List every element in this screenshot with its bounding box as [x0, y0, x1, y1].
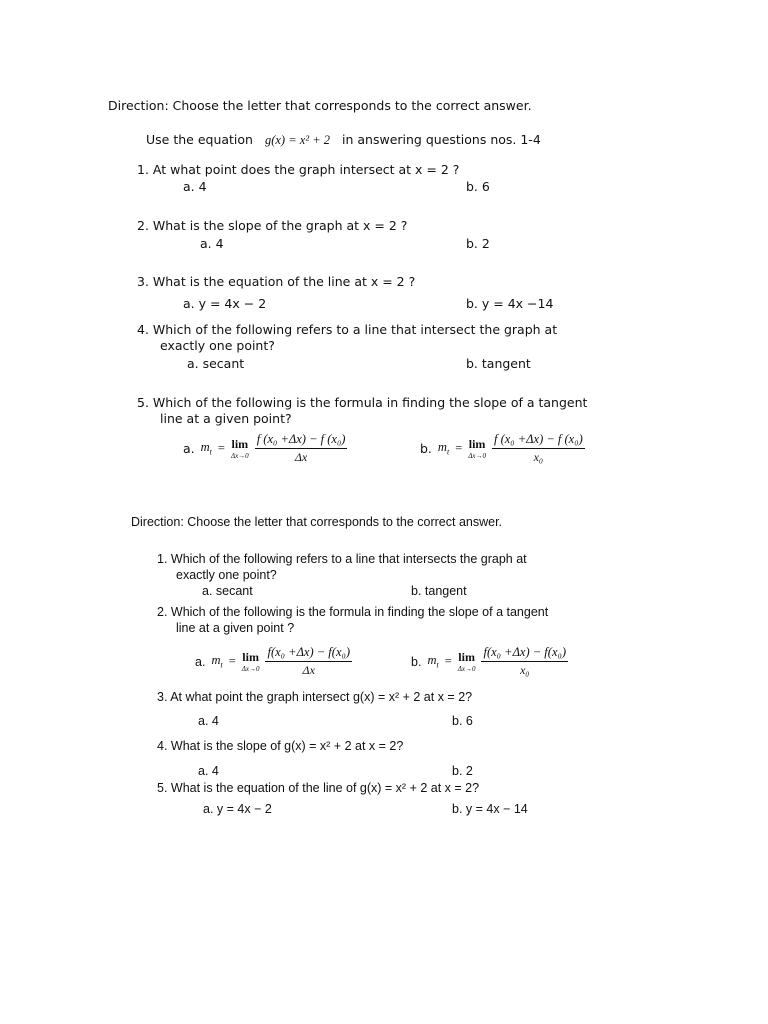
instruction-prefix: Use the equation: [146, 132, 253, 147]
q3-option-a: a. y = 4x − 2: [183, 296, 267, 311]
instruction: [146, 131, 541, 149]
q5-b-label: b.: [420, 441, 432, 456]
p2-q2-b-eq: =: [444, 654, 452, 668]
direction-1: Direction: Choose the letter that corresponds to the correct answer.: [108, 98, 532, 113]
q5-a-label: a.: [183, 441, 195, 456]
q3-option-b: b. y = 4x −14: [466, 296, 554, 311]
q5-b-lhs: $m_t$: [437, 440, 450, 457]
p2-q1-line2: exactly one point?: [176, 568, 277, 582]
p2-q1-option-a: a. secant: [202, 584, 253, 598]
q2-option-b: b. 2: [466, 236, 490, 251]
p2-q4-option-a: a. 4: [198, 764, 219, 778]
q2-option-a: a. 4: [200, 236, 224, 251]
p2-q2-a-eq: =: [228, 654, 236, 668]
q5-a-limit: lim Δx→0: [230, 437, 249, 460]
p2-q3-option-b: b. 6: [452, 714, 473, 728]
q5-a-lhs: $m_t$: [200, 440, 212, 457]
q5-a-fraction: $\frac{\text{f (x₀ +Δx) − f (x₀)}}{\Delta x}$: [256, 432, 346, 464]
q5-line1: 5. Which of the following is the formula in finding the slope of a tangent: [137, 395, 588, 410]
p2-q2-formula-a: [195, 645, 352, 678]
p2-q2-a-label: a.: [195, 654, 206, 669]
p2-q2-b-fraction: $\frac{\text{f(x₀ +Δx) − f(x₀)}}{\text{x₀}}$: [483, 645, 566, 677]
p2-q4-option-b: b. 2: [452, 764, 473, 778]
q4-option-a: a. secant: [187, 356, 245, 371]
q1-option-a: a. 4: [183, 179, 207, 194]
p2-q3-text: 3. At what point the graph intersect g(x) = x² + 2 at x = 2?: [157, 690, 473, 704]
p2-q5-text: 5. What is the equation of the line of g(x) = x² + 2 at x = 2?: [157, 781, 480, 795]
p2-q2-a-limit: lim Δx→0: [241, 650, 260, 673]
p2-q2-a-lhs: $m_t$: [211, 653, 223, 670]
p2-q2-line1: 2. Which of the following is the formula in finding the slope of a tangent: [157, 605, 549, 619]
q5-b-fraction: $\frac{\text{f (x₀ +Δx) − f (x₀)}}{\text{x₀}}$: [493, 432, 583, 464]
q1-text: 1. At what point does the graph intersect at x = 2 ?: [137, 162, 460, 177]
p2-q5-option-b: b. y = 4x − 14: [452, 802, 528, 816]
p2-q2-b-label: b.: [411, 654, 422, 669]
p2-q5-option-a: a. y = 4x − 2: [203, 802, 272, 816]
p2-q2-b-lhs: $m_t$: [427, 653, 439, 670]
q5-line2: line at a given point?: [160, 411, 292, 426]
q4-line2: exactly one point?: [160, 338, 275, 353]
q5-formula-b: [420, 432, 585, 465]
q3-text: 3. What is the equation of the line at x = 2 ?: [137, 274, 416, 289]
q4-line1: 4. Which of the following refers to a line that intersect the graph at: [137, 322, 558, 337]
p2-q2-a-fraction: $\frac{\text{f(x₀ +Δx) − f(x₀)}}{\Delta x}$: [267, 645, 350, 677]
q5-b-limit: lim Δx→0: [468, 437, 486, 460]
q5-a-eq: =: [217, 441, 225, 455]
p2-q4-text: 4. What is the slope of g(x) = x² + 2 at x = 2?: [157, 739, 404, 753]
instruction-equation: g(x) = x² + 2: [264, 133, 331, 147]
instruction-suffix: in answering questions nos. 1-4: [342, 132, 541, 147]
p2-q2-b-limit: lim Δx→0: [457, 650, 476, 673]
q1-option-b: b. 6: [466, 179, 490, 194]
p2-q2-formula-b: [411, 645, 568, 678]
q5-b-eq: =: [455, 441, 463, 455]
p2-q1-option-b: b. tangent: [411, 584, 467, 598]
p2-q3-option-a: a. 4: [198, 714, 219, 728]
p2-q2-line2: line at a given point ?: [176, 621, 295, 635]
p2-q1-line1: 1. Which of the following refers to a line that intersects the graph at: [157, 552, 527, 566]
q2-text: 2. What is the slope of the graph at x = 2 ?: [137, 218, 408, 233]
q5-formula-a: [183, 432, 347, 465]
q4-option-b: b. tangent: [466, 356, 531, 371]
direction-2: Direction: Choose the letter that corresponds to the correct answer.: [131, 515, 503, 529]
